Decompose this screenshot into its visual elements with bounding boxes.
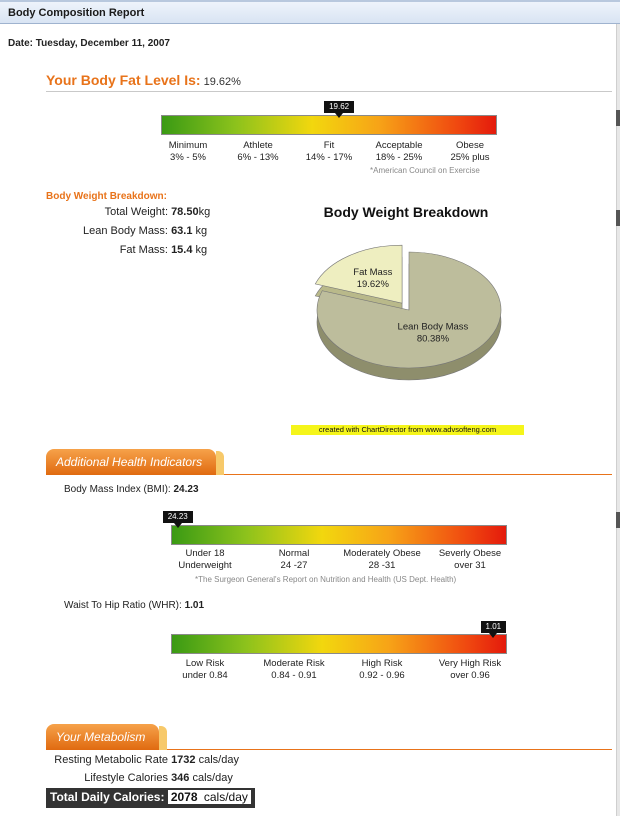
fat-category	[222, 140, 294, 164]
bmi-category-name: Under 18	[185, 548, 225, 559]
metabolism-section-header	[46, 724, 612, 750]
weight-row-label: Fat Mass:	[119, 244, 168, 256]
scrollbar-track[interactable]	[616, 24, 620, 816]
whr-category	[428, 658, 512, 682]
metabolism-row-value: 346	[171, 772, 190, 784]
fat-category-range: 25% plus	[450, 152, 490, 163]
fat-category-range: 18% - 25%	[375, 152, 423, 163]
whr-marker: 1.01	[481, 621, 507, 633]
weight-row-fat	[46, 244, 207, 256]
whr-category-range: over 0.96	[450, 670, 490, 681]
fat-level-heading	[46, 72, 612, 92]
fat-category-name: Minimum	[168, 140, 208, 151]
bmi-category-name: Severly Obese	[438, 548, 502, 559]
weight-breakdown-title: Body Weight Breakdown:	[46, 191, 167, 202]
whr-value: 1.01	[184, 600, 205, 611]
metabolism-section-title: Your Metabolism	[46, 724, 159, 750]
pie-slice-value: 19.62%	[356, 279, 389, 291]
bmi-category-range: Underweight	[178, 560, 232, 571]
chart-credit[interactable]: created with ChartDirector from www.advsofteng.com	[291, 425, 524, 435]
metabolism-row-rmr	[46, 754, 239, 766]
scrollbar-mark	[616, 512, 620, 528]
whr-category	[165, 658, 245, 682]
bmi-category	[336, 548, 428, 572]
total-calories-label: Total Daily Calories:	[50, 790, 165, 804]
pie-slice-value: 80.38%	[416, 333, 450, 345]
bmi-category-range: over 31	[454, 560, 486, 571]
weight-row-label: Total Weight:	[104, 206, 168, 218]
pie-slice-label: Lean Body Mass	[397, 321, 469, 333]
fat-category-name: Fit	[323, 140, 335, 151]
total-calories-value: 2078	[168, 790, 201, 804]
whr-scale	[171, 634, 507, 654]
bmi-value: 24.23	[173, 484, 199, 495]
weight-row-value: 78.50	[171, 206, 199, 218]
bmi-category-name: Moderately Obese	[343, 548, 421, 559]
fat-category-range: 14% - 17%	[305, 152, 353, 163]
pie-chart-title: Body Weight Breakdown	[323, 204, 489, 220]
fat-category	[434, 140, 506, 164]
pie-slice-label: Fat Mass	[353, 267, 393, 279]
window-title: Body Composition Report	[8, 7, 145, 19]
metabolism-row-label: Lifestyle Calories	[84, 772, 168, 784]
whr-label: Waist To Hip Ratio (WHR):	[64, 600, 182, 611]
fat-level-marker: 19.62	[324, 101, 354, 113]
pie-chart	[296, 236, 536, 416]
fat-category-name: Acceptable	[375, 140, 423, 151]
weight-row-unit: kg	[198, 206, 211, 218]
total-calories-unit: cals/day	[201, 790, 251, 804]
bmi-category-range: 24 -27	[280, 560, 308, 571]
whr-category-name: Low Risk	[185, 658, 225, 669]
fat-category-range: 6% - 13%	[237, 152, 279, 163]
window-titlebar	[0, 0, 620, 24]
bmi-category-name: Normal	[278, 548, 310, 559]
weight-row-value: 63.1	[171, 225, 193, 237]
health-section-header	[46, 449, 612, 475]
whr-label-row	[64, 600, 204, 611]
whr-category-range: 0.92 - 0.96	[359, 670, 405, 681]
metabolism-row-unit: cals/day	[189, 772, 233, 784]
scrollbar-mark	[616, 110, 620, 126]
bmi-source-note: *The Surgeon General's Report on Nutrition and Health (US Dept. Health)	[195, 575, 457, 584]
scrollbar-mark	[616, 210, 620, 226]
weight-row-unit: kg	[192, 244, 208, 256]
bmi-label-row	[64, 484, 199, 495]
whr-category-name: High Risk	[361, 658, 403, 669]
report-date: Date: Tuesday, December 11, 2007	[8, 38, 170, 49]
fat-source-note: *American Council on Exercise	[370, 166, 480, 175]
fat-category-name: Obese	[456, 140, 484, 151]
bmi-category	[428, 548, 512, 572]
metabolism-row-label: Resting Metabolic Rate	[54, 754, 168, 766]
bmi-label: Body Mass Index (BMI):	[64, 484, 171, 495]
weight-row-label: Lean Body Mass:	[83, 225, 168, 237]
whr-category-range: under 0.84	[182, 670, 228, 681]
fat-level-scale	[161, 115, 497, 135]
bmi-category	[165, 548, 245, 572]
whr-category-name: Very High Risk	[438, 658, 502, 669]
fat-category	[152, 140, 224, 164]
weight-row-value: 15.4	[171, 244, 193, 256]
total-daily-calories	[46, 788, 255, 808]
whr-category	[342, 658, 422, 682]
weight-row-lean	[46, 225, 207, 237]
fat-level-label: Your Body Fat Level Is:	[46, 72, 201, 88]
weight-row-total	[46, 206, 210, 218]
fat-category-name: Athlete	[243, 140, 273, 151]
metabolism-row-value: 1732	[171, 754, 196, 766]
bmi-scale	[171, 525, 507, 545]
whr-category-range: 0.84 - 0.91	[271, 670, 317, 681]
metabolism-row-lifestyle	[46, 772, 233, 784]
whr-category	[252, 658, 336, 682]
weight-row-unit: kg	[192, 225, 208, 237]
metabolism-row-unit: cals/day	[195, 754, 239, 766]
fat-category-range: 3% - 5%	[170, 152, 206, 163]
bmi-category-range: 28 -31	[368, 560, 396, 571]
fat-category	[293, 140, 365, 164]
bmi-marker: 24.23	[163, 511, 193, 523]
bmi-category	[254, 548, 334, 572]
fat-category	[363, 140, 435, 164]
health-section-title: Additional Health Indicators	[46, 449, 216, 475]
fat-level-value: 19.62%	[203, 76, 241, 88]
whr-category-name: Moderate Risk	[263, 658, 325, 669]
